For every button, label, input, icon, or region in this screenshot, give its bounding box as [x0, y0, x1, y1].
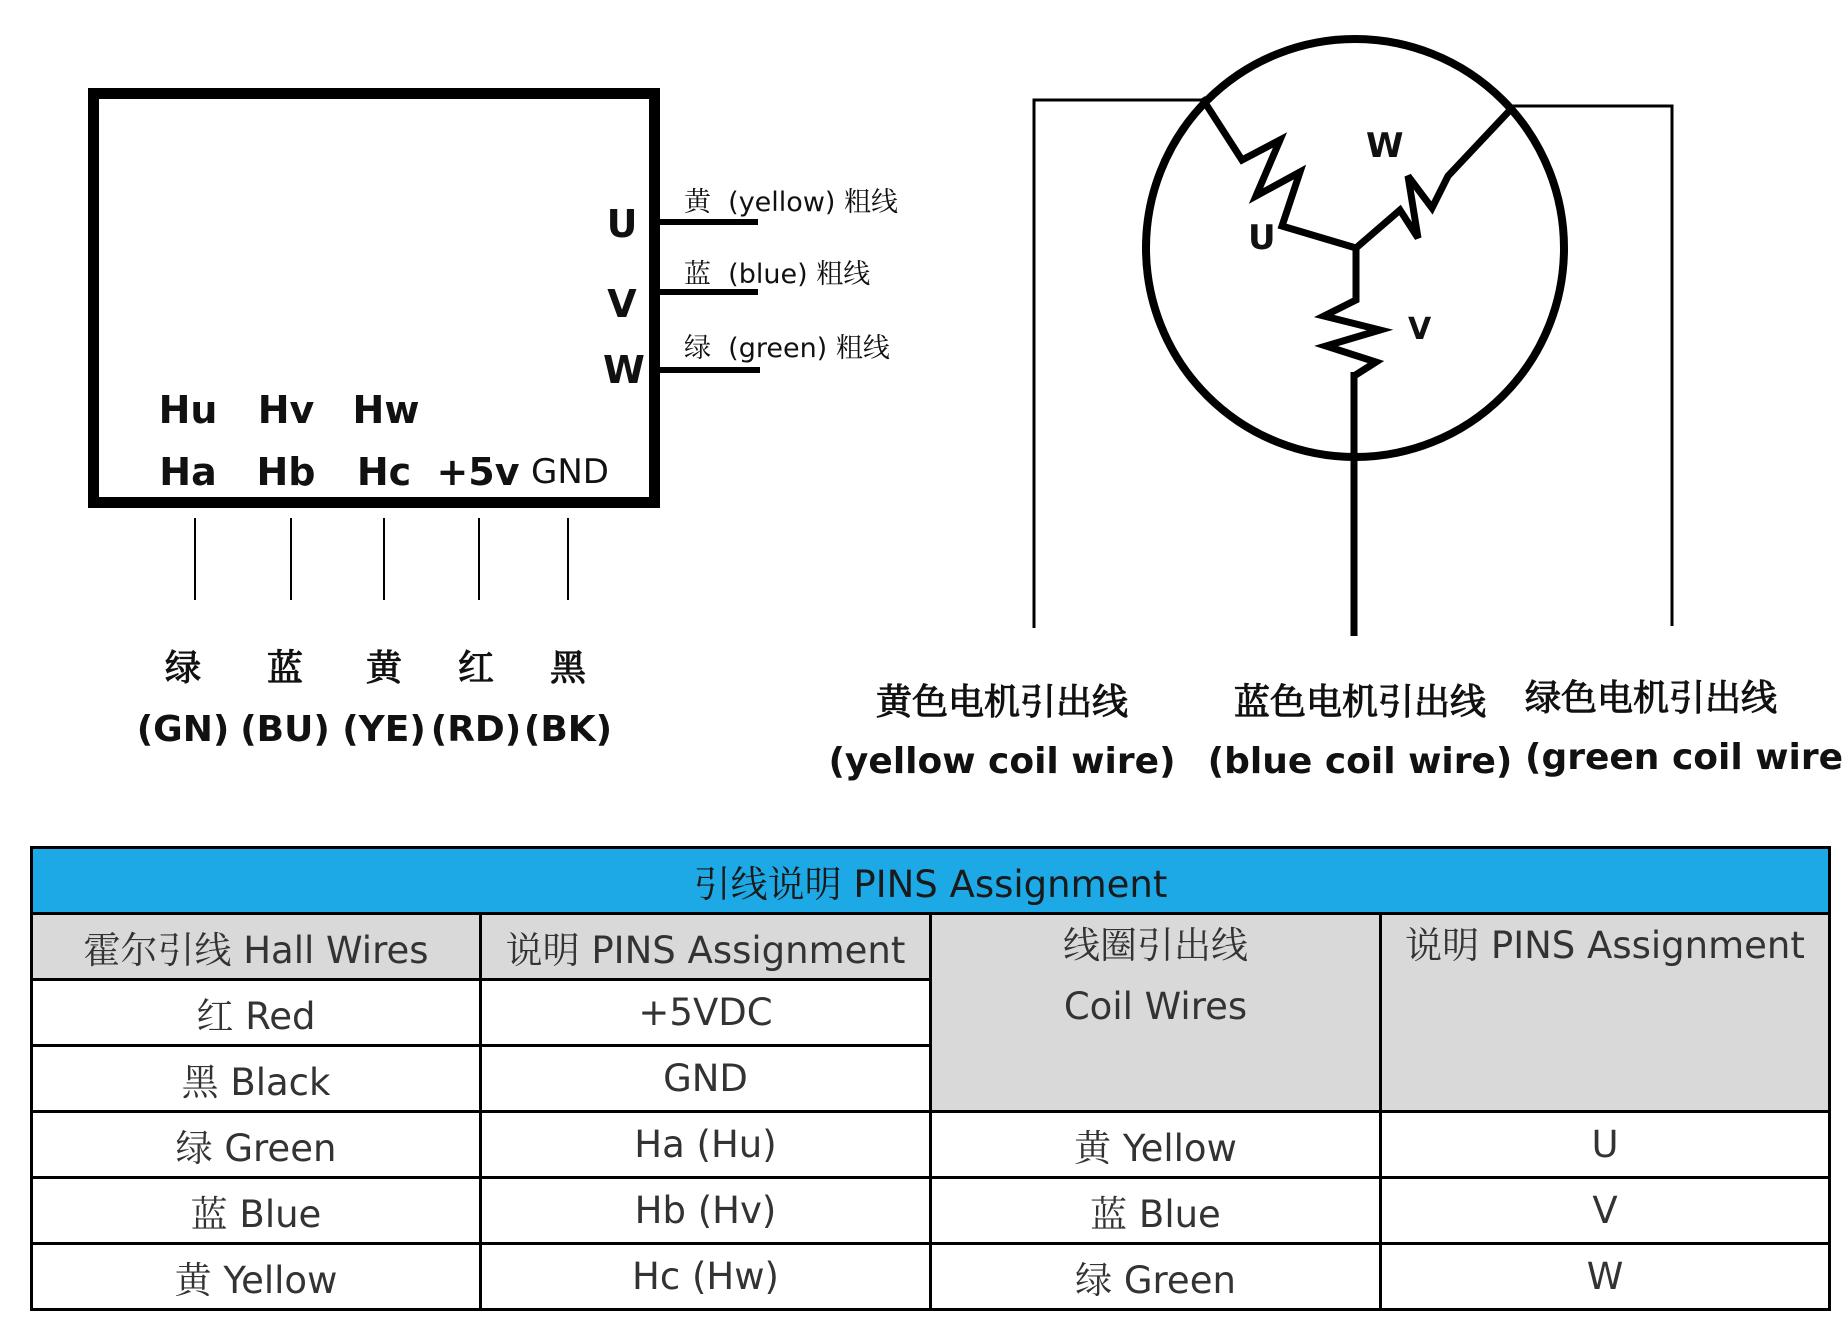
header-coil-assignment: 说明 PINS Assignment	[1381, 914, 1830, 1112]
pin-w-label: W	[603, 348, 645, 392]
hall-assignment-cell: Hb (Hv)	[481, 1178, 931, 1244]
table-row	[32, 1244, 1830, 1310]
hall-assignment-cell: Ha (Hu)	[481, 1112, 931, 1178]
pin-hv-label: Hv	[257, 388, 315, 432]
coil-label-yellow: 黄色电机引出线 (yellow coil wire)	[828, 682, 1176, 782]
hall-color-ye: 黄 (YE)	[342, 648, 426, 750]
hall-assignment-cell: GND	[481, 1046, 931, 1112]
hall-color-gn: 绿 (GN)	[136, 648, 230, 750]
u-winding	[1202, 98, 1356, 248]
header-hall-wires: 霍尔引线 Hall Wires	[32, 914, 481, 980]
pin-gnd-label: GND	[531, 452, 609, 492]
pins-assignment-table	[30, 846, 1831, 1311]
table-row	[32, 1178, 1830, 1244]
hall-color-bk: 黑 (BK)	[523, 648, 613, 750]
hall-color-bu: 蓝 (BU)	[240, 648, 330, 750]
phase-w-wire-label: 绿 (green) 粗线	[684, 333, 890, 364]
hall-wire-cell: 绿 Green	[32, 1112, 481, 1178]
hall-wire-cell: 黄 Yellow	[32, 1244, 481, 1310]
hall-assignment-cell: +5VDC	[481, 980, 931, 1046]
pin-u-label: U	[606, 202, 638, 246]
coil-phase-cell: V	[1381, 1178, 1830, 1244]
coil-phase-cell: U	[1381, 1112, 1830, 1178]
table-row	[32, 1112, 1830, 1178]
green-lead	[1512, 106, 1672, 626]
pin-hc-label: Hc	[356, 450, 412, 494]
v-winding	[1324, 248, 1380, 376]
hall-wire-cell: 红 Red	[32, 980, 481, 1046]
coil-wire-cell: 蓝 Blue	[931, 1178, 1381, 1244]
coil-wire-cell: 黄 Yellow	[931, 1112, 1381, 1178]
coil-phase-cell: W	[1381, 1244, 1830, 1310]
coil-label-blue: 蓝色电机引出线 (blue coil wire)	[1207, 682, 1513, 782]
hall-assignment-cell: Hc (Hw)	[481, 1244, 931, 1310]
pin-v-label: V	[607, 282, 637, 326]
coil-label-green: 绿色电机引出线 (green coil wire	[1525, 678, 1844, 778]
phase-v-wire-label: 蓝 (blue) 粗线	[684, 259, 871, 290]
pin-hw-label: Hw	[352, 388, 420, 432]
hall-wire-cell: 黑 Black	[32, 1046, 481, 1112]
winding-w-label: W	[1366, 126, 1404, 166]
coil-wire-cell: 绿 Green	[931, 1244, 1381, 1310]
winding-u-label: U	[1248, 218, 1276, 258]
pin-5v-label: +5v	[436, 450, 520, 494]
winding-v-label: V	[1408, 312, 1432, 347]
pin-ha-label: Ha	[159, 450, 217, 494]
hall-color-rd: 红 (RD)	[430, 648, 522, 750]
pin-hb-label: Hb	[256, 450, 316, 494]
phase-u-wire-label: 黄 (yellow) 粗线	[684, 187, 899, 218]
header-coil-wires: 线圈引出线 Coil Wires	[931, 914, 1381, 1112]
hall-wire-cell: 蓝 Blue	[32, 1178, 481, 1244]
header-hall-assignment: 说明 PINS Assignment	[481, 914, 931, 980]
table-title: 引线说明 PINS Assignment	[32, 848, 1830, 914]
pin-hu-label: Hu	[158, 388, 218, 432]
